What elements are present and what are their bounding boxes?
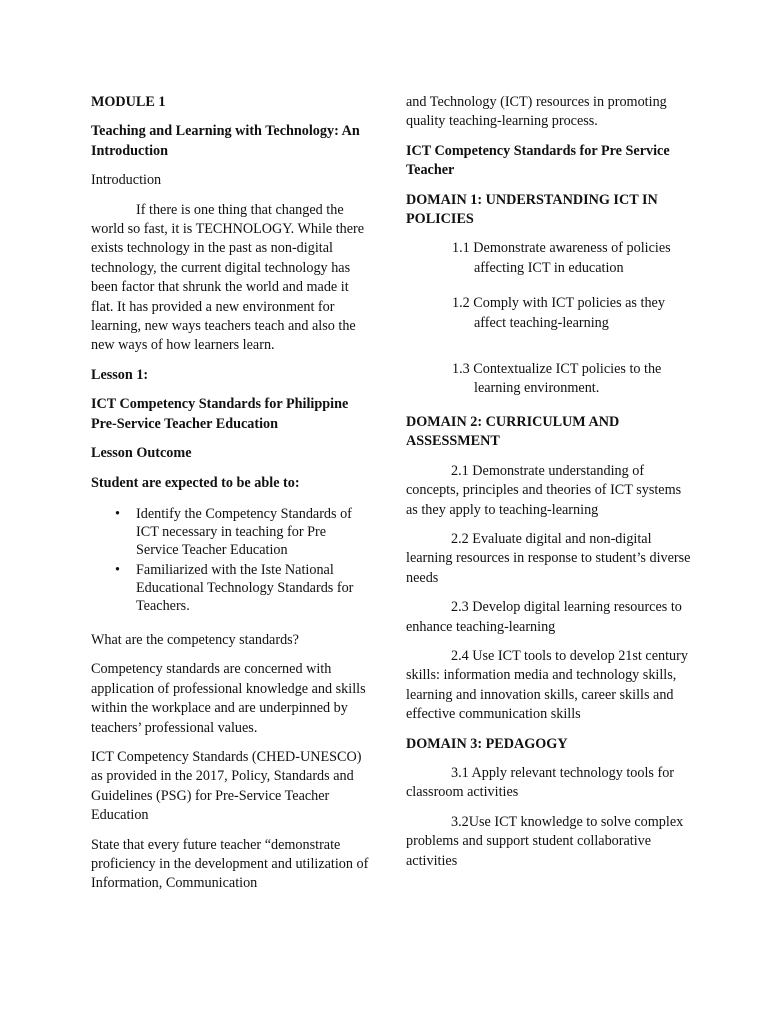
lesson-outcome-heading: Lesson Outcome	[91, 445, 192, 462]
domain-item: 2.2 Evaluate digital and non-digital learning resources in response to student’s diverse needs	[406, 530, 691, 586]
domain-item: 2.1 Demonstrate understanding of concepts, principles and theories of ICT systems as they apply to teaching-learning	[406, 462, 682, 518]
domain-2-heading: DOMAIN 2: CURRICULUM AND ASSESSMENT	[406, 413, 620, 450]
lesson-label: Lesson 1:	[91, 366, 149, 383]
bullet-icon: •	[115, 505, 120, 522]
lesson-title: ICT Competency Standards for Philippine Pre-Service Teacher Education	[91, 396, 349, 432]
list-item: • Familiarized with the Iste National Educational Technology Standards for Teachers.	[115, 561, 354, 614]
domain-item: 2.3 Develop digital learning resources to enhance teaching-learning	[406, 599, 682, 635]
paragraph: ICT Competency Standards (CHED-UNESCO) as provided in the 2017, Policy, Standards and Guidelines (PSG) for Pre-Service Teacher Education	[91, 748, 362, 824]
domain-item: 1.3 Contextualize ICT policies to the learning environment.	[452, 361, 662, 397]
domain-1-heading: DOMAIN 1: UNDERSTANDING ICT IN POLICIES	[406, 191, 658, 228]
domain-item: 3.2Use ICT knowledge to solve complex problems and support student collaborative activities	[406, 813, 684, 869]
module-title: MODULE 1	[91, 94, 166, 110]
domain-item: 3.1 Apply relevant technology tools for classroom activities	[406, 764, 675, 801]
continued-paragraph: and Technology (ICT) resources in promoting quality teaching-learning process.	[406, 94, 667, 130]
domain-item: 1.2 Comply with ICT policies as they affect teaching-learning	[452, 295, 665, 331]
expected-heading: Student are expected to be able to:	[91, 474, 300, 491]
paragraph: Competency standards are concerned with application of professional knowledge and skills within the workplace and are underpinned by teachers’ professional values.	[91, 661, 366, 736]
question-text: What are the competency standards?	[91, 631, 299, 648]
intro-paragraph: If there is one thing that changed the world so fast, it is TECHNOLOGY. While there exists technology in the past as non-digital technology, the current digital technology has been factor that shrunk the world and made it flat. It has provided a new environment for learning, new ways teachers teach and also the new ways of how learners learn.	[91, 201, 365, 354]
paragraph: State that every future teacher “demonstrate proficiency in the development and utilization of Information, Communication	[91, 836, 369, 892]
outcome-list	[91, 505, 371, 615]
left-column	[91, 93, 371, 894]
domain-item: 2.4 Use ICT tools to develop 21st century skills: information media and technology skills, learning and innovation skills, career skills and effective communication skills	[406, 647, 688, 723]
bullet-icon: •	[115, 561, 120, 578]
list-item: • Identify the Competency Standards of ICT necessary in teaching for Pre Service Teacher Education	[115, 505, 352, 558]
right-column	[406, 93, 696, 871]
domain-item: 1.1 Demonstrate awareness of policies affecting ICT in education	[452, 240, 671, 276]
domain-3-heading: DOMAIN 3: PEDAGOGY	[406, 735, 568, 752]
standards-heading: ICT Competency Standards for Pre Service Teacher	[406, 142, 670, 179]
intro-heading: Introduction	[91, 172, 162, 189]
document-title: Teaching and Learning with Technology: An Introduction	[91, 123, 360, 159]
